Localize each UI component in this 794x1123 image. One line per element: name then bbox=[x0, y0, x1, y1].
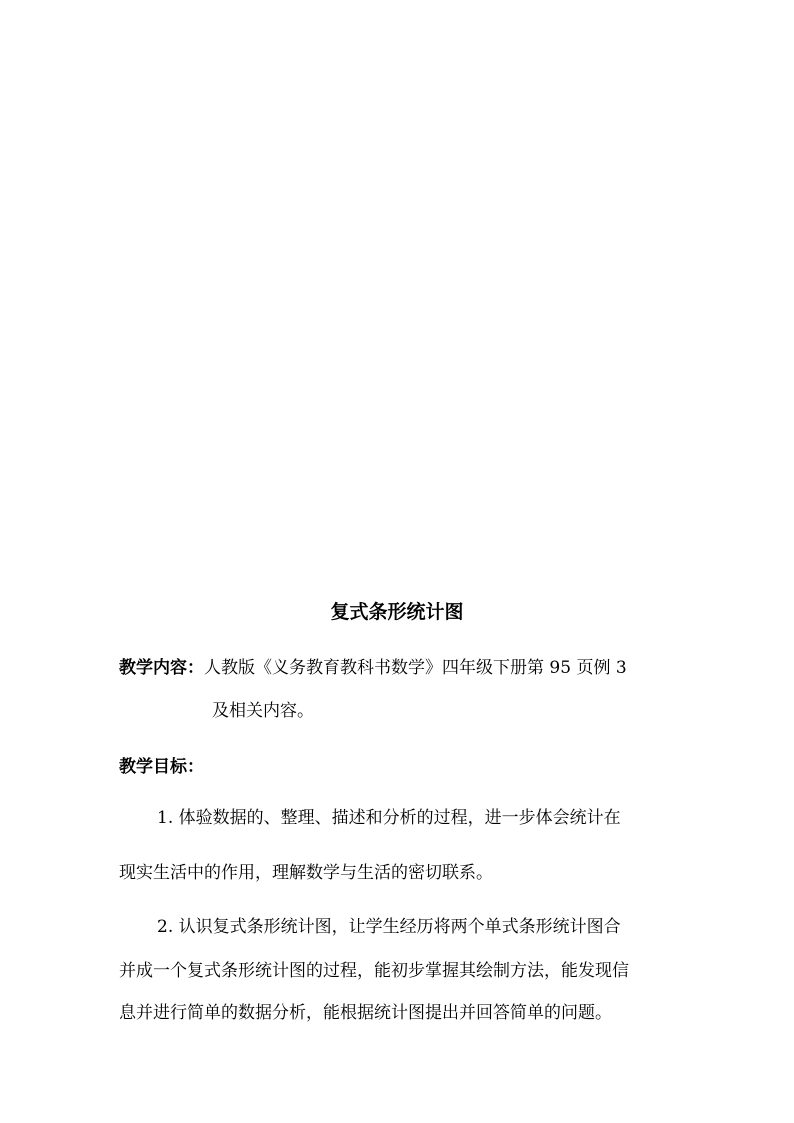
goal-2-line-1: 2. 认识复式条形统计图，让学生经历将两个单式条形统计图合 bbox=[157, 917, 621, 937]
goal-2-line-2: 并成一个复式条形统计图的过程，能初步掌握其绘制方法，能发现信 bbox=[119, 961, 629, 981]
teaching-content-line bbox=[119, 655, 627, 681]
teaching-goals-heading: 教学目标： bbox=[119, 757, 204, 777]
goal-1-line-1: 1. 体验数据的、整理、描述和分析的过程，进一步体会统计在 bbox=[157, 808, 621, 828]
teaching-content-text: 人教版《义务教育教科书数学》四年级下册第 95 页例 3 bbox=[204, 658, 627, 678]
teaching-content-label: 教学内容： bbox=[119, 658, 204, 678]
document-title: 复式条形统计图 bbox=[330, 601, 464, 623]
teaching-goals-label bbox=[119, 754, 204, 780]
goal-1-line-2: 现实生活中的作用，理解数学与生活的密切联系。 bbox=[119, 863, 493, 883]
goal-2-line-3: 息并进行简单的数据分析，能根据统计图提出并回答简单的问题。 bbox=[119, 1003, 612, 1023]
teaching-content-continuation: 及相关内容。 bbox=[212, 701, 314, 721]
